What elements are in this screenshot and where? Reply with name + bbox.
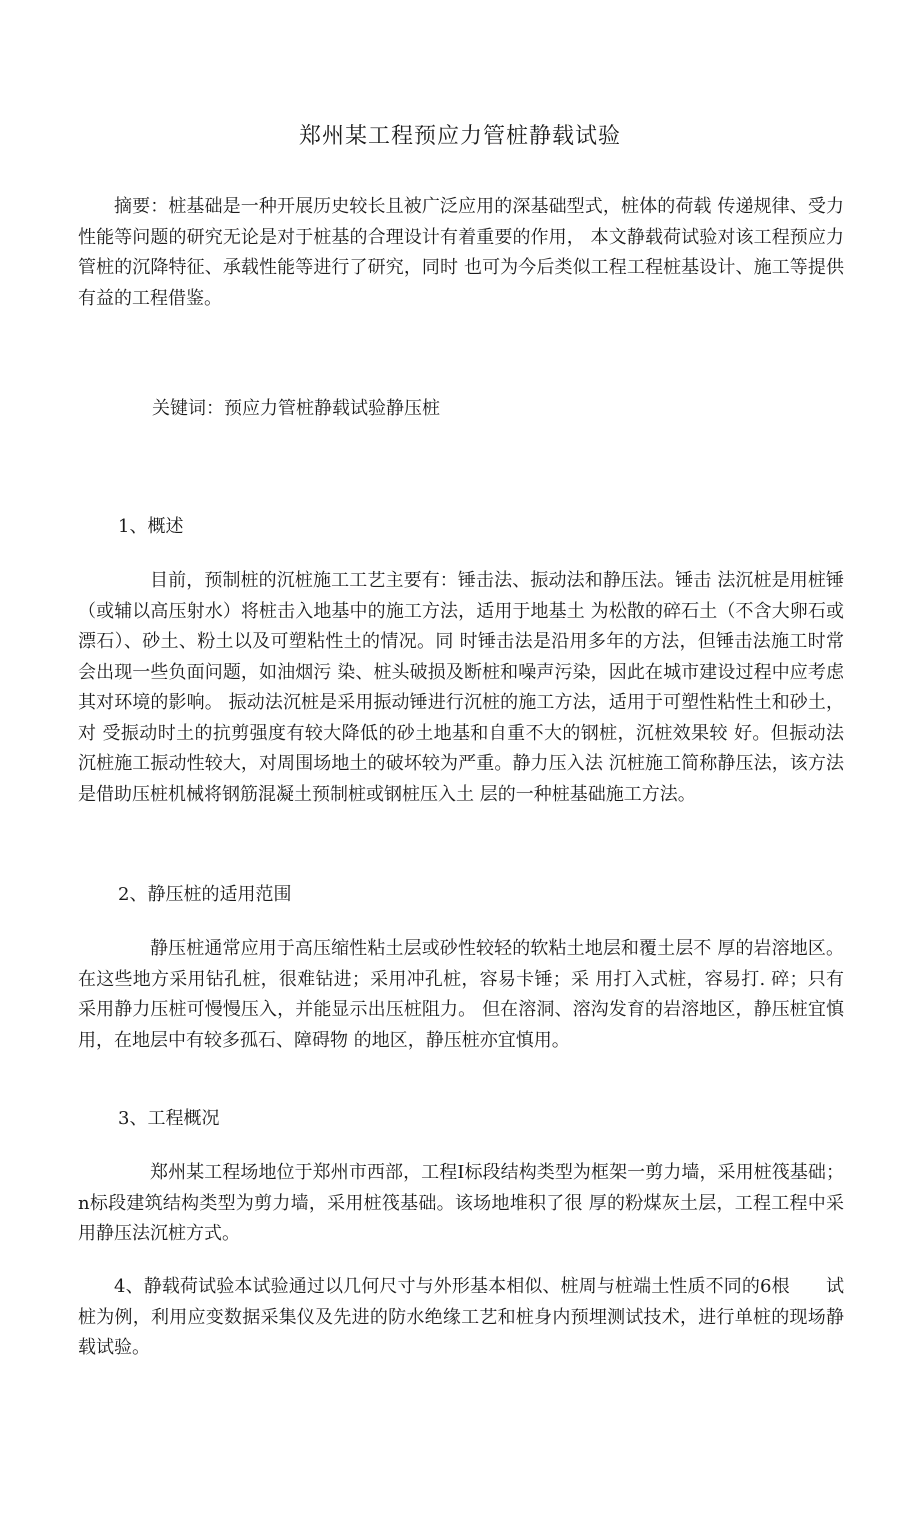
section-heading-project: 3、工程概况 (118, 1108, 220, 1129)
document-title: 郑州某工程预应力管桩静载试验 (298, 124, 621, 149)
section-heading-scope: 2、静压桩的适用范围 (118, 884, 292, 905)
section-static-load-test: 4、静载荷试验本试验通过以几何尺寸与外形基本相似、桩周与桩端土性质不同的6根 试桩为例，利用应变数据采集仪及先进的防水绝缘工艺和桩身内预埋测试技术，进行单桩的现场静载试验。 (78, 1276, 844, 1358)
abstract-paragraph: 摘要：桩基础是一种开展历史较长且被广泛应用的深基础型式，桩体的荷载 传递规律、受力性能等问题的研究无论是对于桩基的合理设计有着重要的作用， 本文静载荷试验对该工程预应力管桩的沉降特征、承载性能等进行了研究，同时 也可为今后类似工程工程桩基设计、施工等提供有益的工程借鉴。 (78, 196, 844, 309)
keywords-line: 关键词：预应力管桩静载试验静压桩 (152, 398, 440, 419)
section-heading-overview: 1、概述 (118, 516, 184, 537)
section-body-scope: 静压桩通常应用于高压缩性粘土层或砂性较轻的软粘土地层和覆土层不 厚的岩溶地区。在这些地方采用钻孔桩，很难钻进；采用冲孔桩，容易卡锤；采 用打入式桩，容易打. 碎；只有采用静力压桩可慢慢压入，并能显示出压桩阻力。 但在溶洞、溶沟发育的岩溶地区，静压桩宜慎用，在地层中有较多孤石、障碍物 的地区，静压桩亦宜慎用。 (78, 938, 844, 1051)
section-body-overview: 目前，预制桩的沉桩施工工艺主要有：锤击法、振动法和静压法。锤击 法沉桩是用桩锤（或辅以高压射水）将桩击入地基中的施工方法，适用于地基土 为松散的碎石土（不含大卵石或漂石）、砂土、粉土以及可塑粘性土的情况。同 时锤击法是沿用多年的方法，但锤击法施工时常会出现一些负面问题，如油烟污 染、桩头破损及断桩和噪声污染，因此在城市建设过程中应考虑其对环境的影响。 振动法沉桩是采用振动锤进行沉桩的施工方法，适用于可塑性粘性土和砂土，对 受振动时土的抗剪强度有较大降低的砂土地基和自重不大的钢桩，沉桩效果较 好。但振动法沉桩施工振动性较大，对周围场地土的破坏较为严重。静力压入法 沉桩施工简称静压法，该方法是借助压桩机械将钢筋混凝土预制桩或钢桩压入土 层的一种桩基础施工方法。 (78, 570, 844, 805)
section-body-project: 郑州某工程场地位于郑州市西部，工程I标段结构类型为框架一剪力墙，采用桩筏基础；n标段建筑结构类型为剪力墙，采用桩筏基础。该场地堆积了很 厚的粉煤灰土层，工程工程中采用静压法沉桩方式。 (78, 1162, 844, 1244)
